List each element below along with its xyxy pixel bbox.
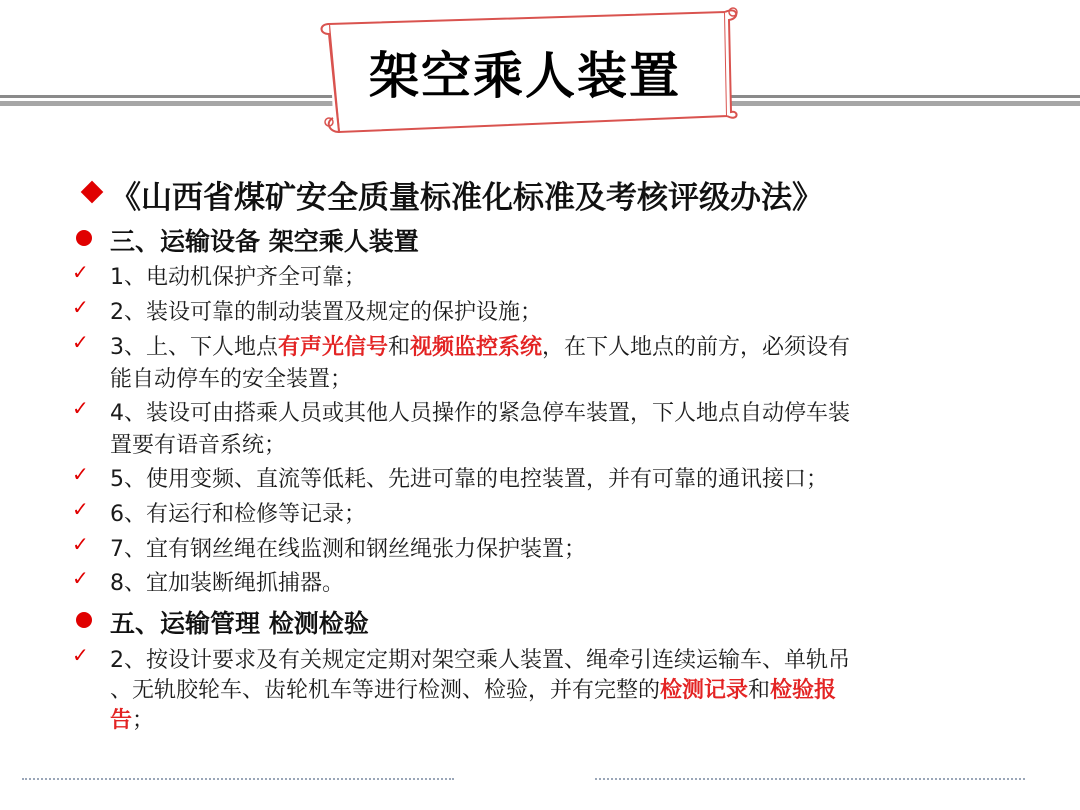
checkmark-icon: ✓ — [72, 643, 89, 667]
checkmark-icon: ✓ — [72, 260, 89, 284]
page-title: 架空乘人装置 — [369, 47, 681, 105]
item-text: 4、装设可由搭乘人员或其他人员操作的紧急停车装置，下人地点自动停车装 — [110, 401, 850, 426]
highlight-text: 检测记录 — [660, 678, 749, 703]
item-text: 5、使用变频、直流等低耗、先进可靠的电控装置，并有可靠的通讯接口； — [110, 467, 828, 492]
heading-text: 《山西省煤矿安全质量标准化标准及考核评级办法》 — [110, 180, 823, 216]
item-text: 2、按设计要求及有关规定定期对架空乘人装置、绳牵引连续运输车、单轨吊 — [110, 648, 850, 673]
footer-divider-left — [22, 778, 454, 780]
highlight-text: 检验报 — [770, 678, 837, 703]
item-text: 6、有运行和检修等记录； — [110, 502, 366, 527]
checkmark-icon: ✓ — [72, 497, 89, 521]
item-text: 2、装设可靠的制动装置及规定的保护设施； — [110, 300, 542, 325]
item-text: 、无轨胶轮车、齿轮机车等进行检测、检验，并有完整的检测记录和检验报 — [110, 678, 837, 703]
section-title: 五、运输管理 检测检验 — [110, 609, 369, 638]
item-text: 1、电动机保护齐全可靠； — [110, 265, 366, 290]
checkmark-icon: ✓ — [72, 566, 89, 590]
red-dot-bullet-icon — [76, 230, 92, 246]
item-text: 告； — [110, 708, 155, 733]
footer-divider-right — [595, 778, 1025, 780]
highlight-text: 有声光信号 — [278, 335, 389, 360]
item-text: 8、宜加装断绳抓捕器。 — [110, 571, 344, 596]
item-text: 置要有语音系统； — [110, 433, 287, 458]
diamond-bullet-icon — [81, 181, 104, 204]
highlight-text: 告 — [110, 708, 133, 733]
item-text: 7、宜有钢丝绳在线监测和钢丝绳张力保护装置； — [110, 537, 586, 562]
highlight-text: 视频监控系统 — [410, 335, 543, 360]
checkmark-icon: ✓ — [72, 295, 89, 319]
checkmark-icon: ✓ — [72, 330, 89, 354]
red-dot-bullet-icon — [76, 612, 92, 628]
item-text: 3、上、下人地点有声光信号和视频监控系统，在下人地点的前方，必须设有 — [110, 335, 851, 360]
item-text: 能自动停车的安全装置； — [110, 367, 353, 392]
checkmark-icon: ✓ — [72, 532, 89, 556]
section-title: 三、运输设备 架空乘人装置 — [110, 227, 419, 256]
checkmark-icon: ✓ — [72, 462, 89, 486]
checkmark-icon: ✓ — [72, 396, 89, 420]
